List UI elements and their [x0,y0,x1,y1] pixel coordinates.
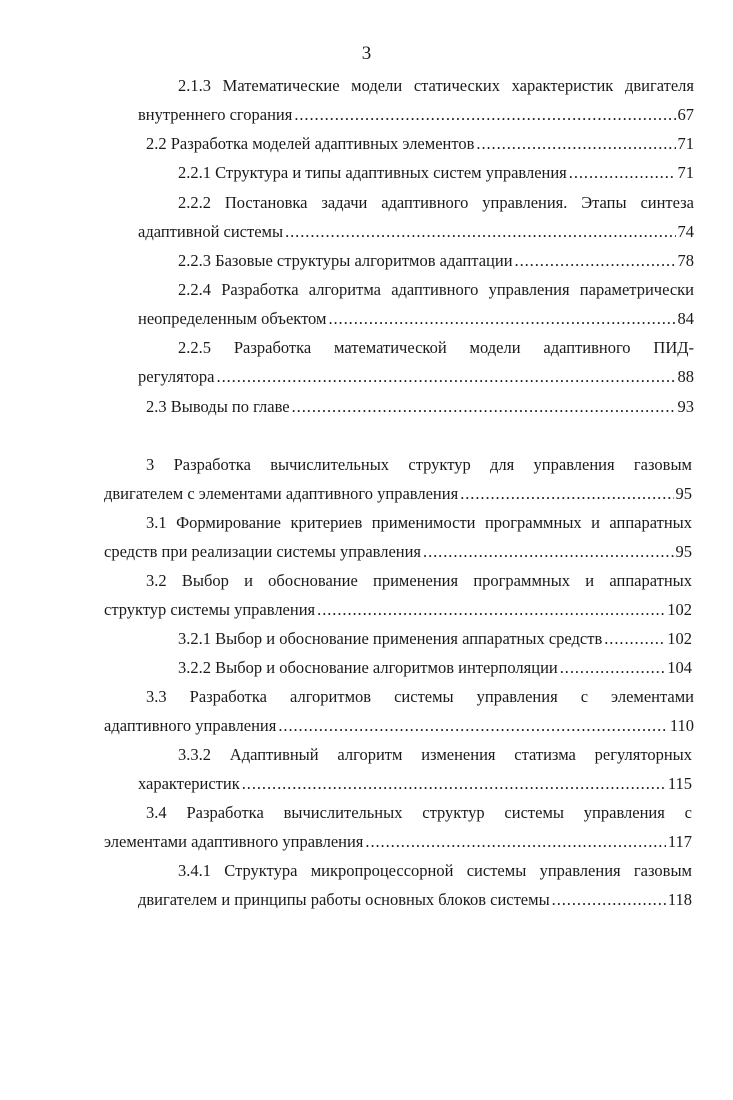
toc-page-number: 95 [675,542,692,561]
dot-leader [242,769,666,798]
toc-entry-title: 3.2.1 Выбор и обоснование применения аппаратных средств [178,629,603,648]
dot-leader [278,711,668,740]
toc-entry-title: 2.1.3 Математические модели статических характеристик двигателя [178,76,694,95]
dot-leader [560,653,666,682]
toc-entry-title: 2.3 Выводы по главе [146,397,290,416]
dot-leader [460,479,673,508]
dot-leader [552,885,666,914]
dot-leader [285,217,675,246]
toc-page-number: 67 [677,105,694,124]
toc-entry-title: 3 Разработка вычислительных структур для управления газовым [146,455,692,474]
toc-entry-title-cont: адаптивного управления [104,716,277,735]
toc-entry-title-cont: неопределенным объектом [138,309,327,328]
toc-entry-title-cont: двигателем с элементами адаптивного управления [104,484,459,503]
toc-page-number: 115 [667,774,692,793]
toc-entry-title: 3.2 Выбор и обоснование применения программных и аппаратных [146,571,692,590]
toc-entry-title: 3.4 Разработка вычислительных структур системы управления с [146,803,692,822]
toc-entry-title: 2.2.2 Постановка задачи адаптивного управления. Этапы синтеза [178,193,694,212]
toc-page-number: 93 [677,397,694,416]
toc-page-number: 71 [677,163,694,182]
toc-entry-title: 2.2.4 Разработка алгоритма адаптивного управления параметрически [178,280,694,299]
dot-leader [604,624,665,653]
toc-entry-title: 2.2.1 Структура и типы адаптивных систем управления [178,163,567,182]
dot-leader [365,827,665,856]
toc-page-number: 88 [677,367,694,386]
page-number: 3 [361,43,372,64]
toc-entry-title-cont: структур системы управления [104,600,316,619]
dot-leader [569,158,676,187]
toc-page-number: 118 [667,890,692,909]
toc-entry-title-cont: внутреннего сгорания [138,105,293,124]
toc-entry-title: 2.2.3 Базовые структуры алгоритмов адаптации [178,251,513,270]
toc-page-number: 84 [677,309,694,328]
dot-leader [328,304,675,333]
dot-leader [515,246,676,275]
toc-entry-title: 3.4.1 Структура микропроцессорной системы управления газовым [178,861,692,880]
toc-page-number: 71 [677,134,694,153]
toc-entry-title-cont: адаптивной системы [138,222,284,241]
toc-page-number: 74 [677,222,694,241]
toc-entry-title: 2.2 Разработка моделей адаптивных элементов [146,134,475,153]
toc-page-number: 110 [669,716,694,735]
toc-entry-title: 2.2.5 Разработка математической модели адаптивного ПИД- [178,338,694,357]
dot-leader [476,129,675,158]
dot-leader [217,362,676,391]
toc-entry-title: 3.3.2 Адаптивный алгоритм изменения статизма регуляторных [178,745,692,764]
toc-page-number: 102 [667,629,692,648]
dot-leader [294,100,675,129]
toc-page-number: 117 [667,832,692,851]
toc-entry-title-cont: характеристик [138,774,240,793]
toc-entry-title-cont: средств при реализации системы управления [104,542,422,561]
toc-entry-title-cont: двигателем и принципы работы основных блоков системы [138,890,550,909]
toc-entry-title: 3.1 Формирование критериев применимости программных и аппаратных [146,513,692,532]
toc-entry-title: 3.2.2 Выбор и обоснование алгоритмов интерполяции [178,658,558,677]
toc-page-number: 104 [667,658,692,677]
dot-leader [292,392,676,421]
toc-page-number: 102 [667,600,692,619]
toc-page-number: 95 [675,484,692,503]
toc-entry-title: 3.3 Разработка алгоритмов системы управления с элементами [146,687,694,706]
toc-entry-title-cont: регулятора [138,367,215,386]
dot-leader [317,595,665,624]
toc-page-number: 78 [677,251,694,270]
dot-leader [423,537,673,566]
toc-entry-title-cont: элементами адаптивного управления [104,832,364,851]
